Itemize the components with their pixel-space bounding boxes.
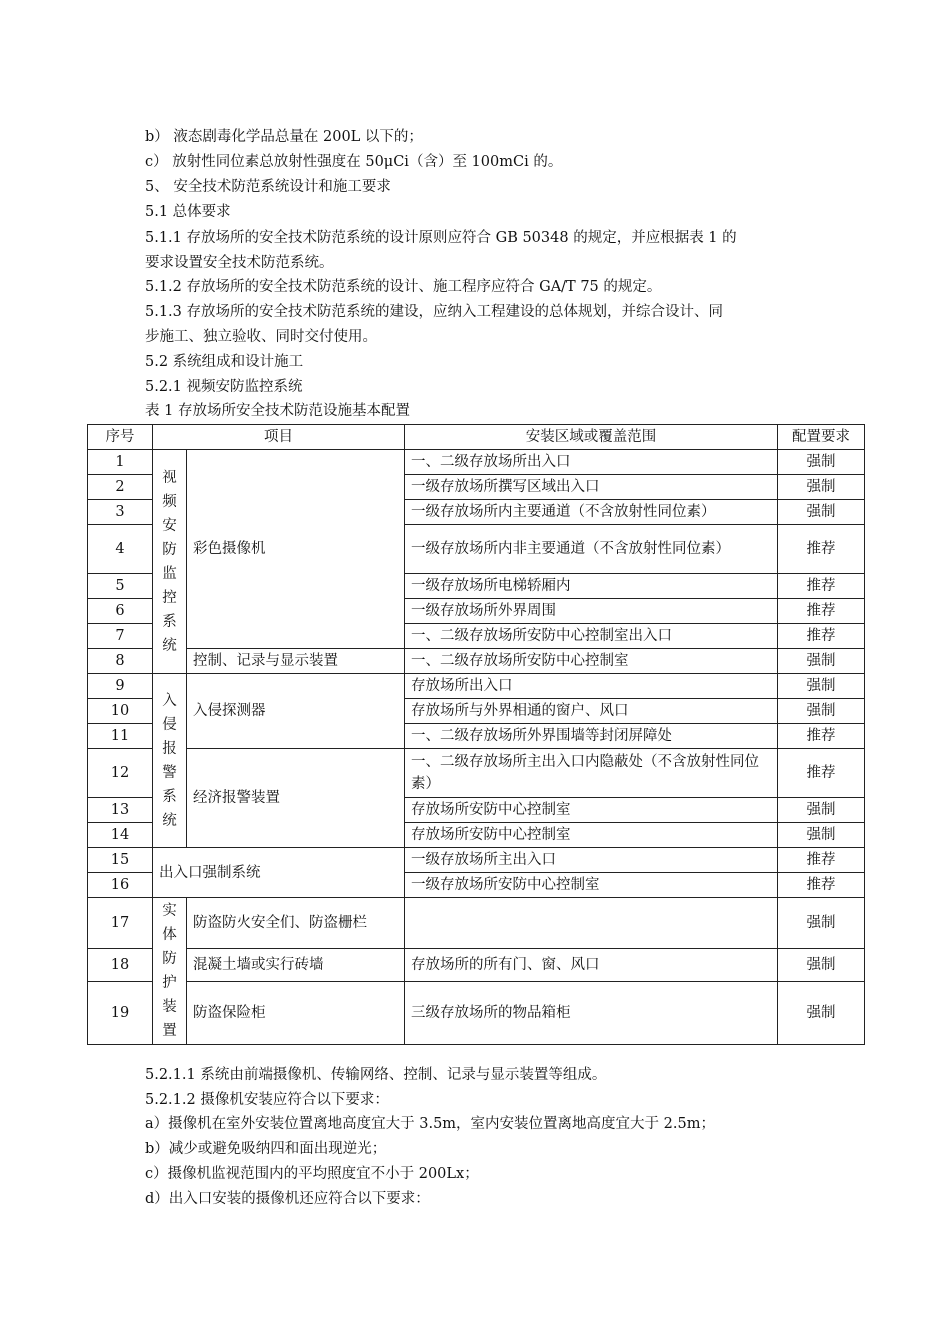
row-area: 三级存放场所的物品箱柜: [405, 982, 778, 1045]
row-area: 一级存放场所内非主要通道（不含放射性同位素）: [405, 525, 778, 574]
paragraph: 要求设置安全技术防范系统。: [145, 255, 334, 271]
table-row: [88, 450, 865, 475]
row-no: 5: [88, 574, 153, 599]
paragraph: b） 液态剧毒化学品总量在 200L 以下的；: [145, 129, 423, 145]
row-area: 存放场所与外界相通的窗户、风口: [405, 699, 778, 724]
row-no: 4: [88, 525, 153, 574]
config-table: [87, 424, 865, 1045]
item-safe: 防盗保险柜: [187, 982, 405, 1045]
row-area: 一级存放场所内主要通道（不含放射性同位素）: [405, 500, 778, 525]
row-no: 11: [88, 724, 153, 749]
paragraph: 5.1.1 存放场所的安全技术防范系统的设计原则应符合 GB 50348 的规定，并应根据表 1 的: [145, 230, 737, 246]
row-no: 15: [88, 848, 153, 873]
row-req: 推荐: [778, 724, 865, 749]
table-header-row: [88, 425, 865, 450]
item-econ: 经济报警装置: [187, 749, 405, 848]
group-physical: 实体防护装置: [153, 898, 187, 1045]
paragraph: 5.1.3 存放场所的安全技术防范系统的建设，应纳入工程建设的总体规划，并综合设计、同: [145, 304, 723, 320]
row-no: 9: [88, 674, 153, 699]
row-req: 强制: [778, 649, 865, 674]
table-row: [88, 848, 865, 873]
table-row: [88, 649, 865, 674]
item-entry: 出入口强制系统: [153, 848, 405, 898]
paragraph: 5.1.2 存放场所的安全技术防范系统的设计、施工程序应符合 GA/T 75 的规定。: [145, 279, 662, 295]
row-no: 7: [88, 624, 153, 649]
paragraph: c）摄像机监视范围内的平均照度宜不小于 200Lx；: [145, 1166, 479, 1182]
paragraph: a）摄像机在室外安装位置离地高度宜大于 3.5m，室内安装位置离地高度宜大于 2.5m；: [145, 1116, 715, 1132]
table-row: [88, 949, 865, 982]
row-area: 一级存放场所撰写区域出入口: [405, 475, 778, 500]
row-req: 推荐: [778, 624, 865, 649]
row-req: 强制: [778, 949, 865, 982]
section-heading: 5、 安全技术防范系统设计和施工要求: [145, 179, 391, 195]
row-area: 一、二级存放场所外界围墙等封闭屏障处: [405, 724, 778, 749]
table-row: [88, 749, 865, 798]
row-area: 一级存放场所安防中心控制室: [405, 873, 778, 898]
paragraph: d）出入口安装的摄像机还应符合以下要求：: [145, 1191, 430, 1207]
row-area: 存放场所安防中心控制室: [405, 823, 778, 848]
table-caption: 表 1 存放场所安全技术防范设施基本配置: [145, 403, 410, 419]
row-no: 6: [88, 599, 153, 624]
row-area: 存放场所出入口: [405, 674, 778, 699]
header-item: 项目: [153, 425, 405, 450]
row-req: 强制: [778, 699, 865, 724]
paragraph: b）减少或避免吸纳四和面出现逆光；: [145, 1141, 387, 1157]
row-req: 强制: [778, 982, 865, 1045]
row-no: 10: [88, 699, 153, 724]
row-req: 强制: [778, 500, 865, 525]
paragraph: 步施工、独立验收、同时交付使用。: [145, 329, 377, 345]
row-no: 8: [88, 649, 153, 674]
row-no: 16: [88, 873, 153, 898]
row-req: 推荐: [778, 525, 865, 574]
group-alarm: 入侵报警系统: [153, 674, 187, 848]
row-req: 强制: [778, 475, 865, 500]
row-req: 推荐: [778, 848, 865, 873]
row-area: 一、二级存放场所安防中心控制室: [405, 649, 778, 674]
row-area: 一级存放场所主出入口: [405, 848, 778, 873]
row-no: 12: [88, 749, 153, 798]
item-wall: 混凝土墙或实行砖墙: [187, 949, 405, 982]
row-req: 强制: [778, 450, 865, 475]
row-area: [405, 898, 778, 949]
row-req: 强制: [778, 798, 865, 823]
row-req: 推荐: [778, 873, 865, 898]
section-heading: 5.1 总体要求: [145, 204, 231, 220]
row-no: 1: [88, 450, 153, 475]
header-req: 配置要求: [778, 425, 865, 450]
row-area: 一、二级存放场所安防中心控制室出入口: [405, 624, 778, 649]
row-no: 19: [88, 982, 153, 1045]
row-no: 3: [88, 500, 153, 525]
table-row: [88, 898, 865, 949]
row-req: 推荐: [778, 749, 865, 798]
item-control: 控制、记录与显示装置: [187, 649, 405, 674]
item-camera: 彩色摄像机: [187, 450, 405, 649]
item-door: 防盗防火安全们、防盗栅栏: [187, 898, 405, 949]
group-video: 视频安防监控系统: [153, 450, 187, 674]
section-heading: 5.2 系统组成和设计施工: [145, 354, 304, 370]
row-area: 一级存放场所外界周围: [405, 599, 778, 624]
table-row: [88, 982, 865, 1045]
row-no: 18: [88, 949, 153, 982]
item-intrusion: 入侵探测器: [187, 674, 405, 749]
row-no: 17: [88, 898, 153, 949]
row-area: 一、二级存放场所出入口: [405, 450, 778, 475]
paragraph: 5.2.1.1 系统由前端摄像机、传输网络、控制、记录与显示装置等组成。: [145, 1067, 607, 1083]
row-area: 存放场所安防中心控制室: [405, 798, 778, 823]
row-no: 13: [88, 798, 153, 823]
row-no: 2: [88, 475, 153, 500]
table-row: [88, 674, 865, 699]
paragraph: c） 放射性同位素总放射性强度在 50μCi（含）至 100mCi 的。: [145, 154, 563, 170]
section-heading: 5.2.1 视频安防监控系统: [145, 379, 303, 395]
row-req: 强制: [778, 674, 865, 699]
header-area: 安装区域或覆盖范围: [405, 425, 778, 450]
row-req: 推荐: [778, 574, 865, 599]
paragraph: 5.2.1.2 摄像机安装应符合以下要求：: [145, 1092, 389, 1108]
row-area: 一级存放场所电梯轿厢内: [405, 574, 778, 599]
row-req: 推荐: [778, 599, 865, 624]
row-area: 存放场所的所有门、窗、风口: [405, 949, 778, 982]
row-area: 一、二级存放场所主出入口内隐蔽处（不含放射性同位素）: [405, 749, 778, 798]
header-no: 序号: [88, 425, 153, 450]
row-no: 14: [88, 823, 153, 848]
row-req: 强制: [778, 823, 865, 848]
row-req: 强制: [778, 898, 865, 949]
